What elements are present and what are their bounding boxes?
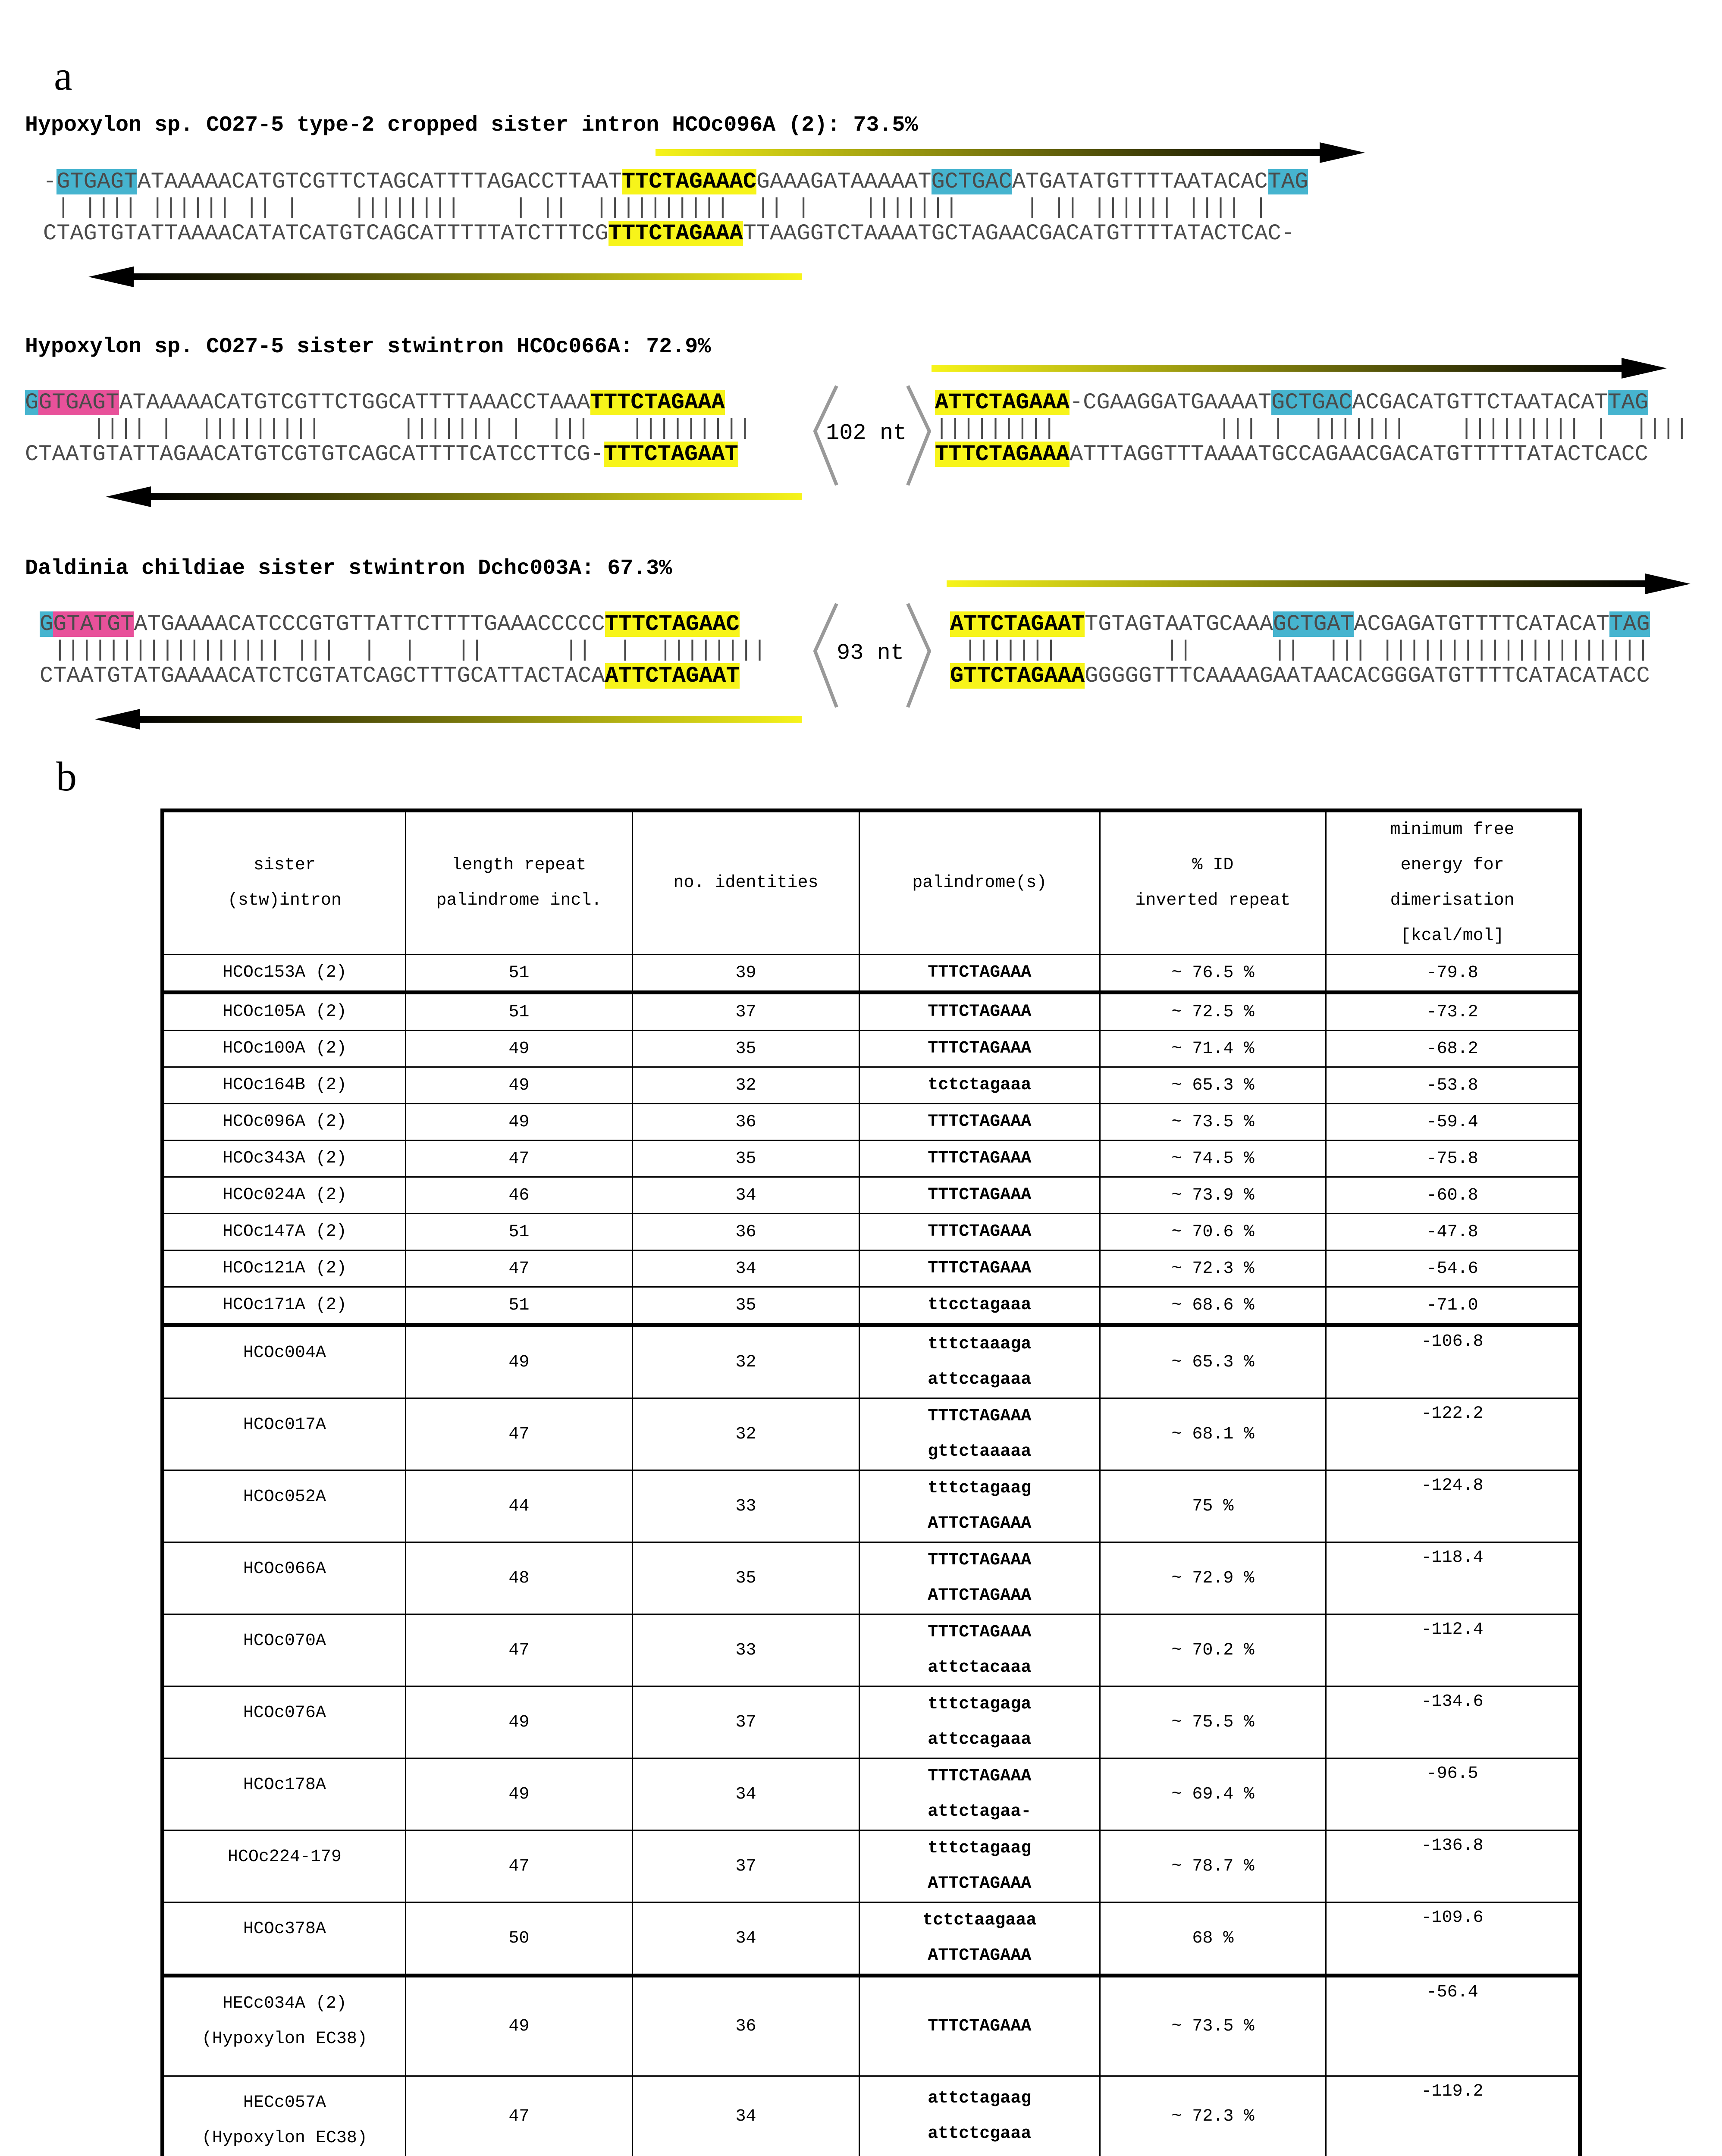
cell-intron [163, 1104, 406, 1141]
palindrome-seq: TTTCTAGAAA [928, 1149, 1032, 1168]
cell-length: 44 [405, 1470, 632, 1542]
cell-percent-id: ~ 68.6 % [1100, 1287, 1326, 1325]
cell-length: 47 [405, 1614, 632, 1686]
intron-name-line: HCOc178A [243, 1775, 326, 1795]
cell-length: 49 [405, 1325, 632, 1398]
cell-mfe: -109.6 [1326, 1902, 1580, 1976]
cell-percent-id: ~ 72.3 % [1100, 1250, 1326, 1287]
intron-name-line: HCOc017A [243, 1415, 326, 1435]
intron-name-line: HCOc076A [243, 1703, 326, 1723]
cell-mfe: -59.4 [1326, 1104, 1580, 1141]
intron-name-line: HECc057A [243, 2093, 326, 2112]
cell-palindromes [859, 1067, 1100, 1104]
cell-palindromes [859, 1542, 1100, 1614]
cell-length: 47 [405, 1830, 632, 1902]
cell-length: 51 [405, 955, 632, 993]
table-row [163, 1758, 1580, 1830]
cell-mfe: -96.5 [1326, 1758, 1580, 1830]
cell-mfe: -68.2 [1326, 1031, 1580, 1067]
cell-identities: 34 [632, 1250, 859, 1287]
palindrome-seq: tctctagaaa [928, 1075, 1032, 1095]
cell-percent-id: ~ 65.3 % [1100, 1325, 1326, 1398]
cell-identities: 37 [632, 1686, 859, 1758]
cell-length: 47 [405, 1250, 632, 1287]
table-row [163, 1177, 1580, 1214]
cell-palindromes [859, 955, 1100, 993]
cell-percent-id: ~ 71.4 % [1100, 1031, 1326, 1067]
cell-intron [163, 1287, 406, 1325]
cell-intron [163, 1141, 406, 1177]
cell-intron [163, 2076, 406, 2156]
cell-percent-id: ~ 78.7 % [1100, 1830, 1326, 1902]
intron-name-line: HCOc121A (2) [222, 1259, 347, 1278]
arrow-reverse-1 [134, 273, 802, 280]
alignment-bottom-left-3: CTAATGTATGAAAACATCTCGTATCAGCTTTGCATTACTACAATTCTAGAAT [40, 663, 740, 689]
header-palindromes: palindrome(s) [859, 811, 1100, 955]
cell-percent-id: ~ 74.5 % [1100, 1141, 1326, 1177]
cell-intron [163, 1031, 406, 1067]
intron-name-line: HECc034A (2) [222, 1994, 347, 2013]
table-header-row [163, 811, 1580, 955]
cell-intron [163, 955, 406, 993]
palindrome-seq: attctcgaaa [928, 2124, 1032, 2143]
alignment-match-right-2: ||||||||| ||| | ||||||| ||||||||| | |||| [935, 416, 1689, 441]
alignment-match-1: | |||| |||||| || | |||||||| | || |||||||||| || | ||||||| | || |||||| |||| | [43, 195, 1268, 220]
alignment-bottom-seq-1: CTAGTGTATTAAAACATATCATGTCAGCATTTTTATCTTTCGTTTCTAGAAATTAAGGTCTAAAATGCTAGAACGACATGTTTTATACTCAC- [43, 221, 1295, 246]
palindrome-seq: TTTCTAGAAA [928, 1039, 1032, 1058]
table-row [163, 1398, 1580, 1470]
cell-mfe: -54.6 [1326, 1250, 1580, 1287]
cell-mfe: -56.4 [1326, 1976, 1580, 2076]
cell-identities: 36 [632, 1214, 859, 1250]
palindrome-seq: ATTCTAGAAA [928, 1946, 1032, 1965]
palindrome-seq: TTTCTAGAAA [928, 1222, 1032, 1241]
cell-length: 47 [405, 2076, 632, 2156]
table-row [163, 1287, 1580, 1325]
cell-length: 49 [405, 1031, 632, 1067]
palindrome-seq: TTTCTAGAAA [928, 1002, 1032, 1022]
header-identities: no. identities [632, 811, 859, 955]
palindrome-seq: tttctaaaga [928, 1335, 1032, 1354]
cell-palindromes [859, 1214, 1100, 1250]
cell-identities: 37 [632, 1830, 859, 1902]
cell-mfe: -73.2 [1326, 993, 1580, 1031]
cell-intron [163, 1067, 406, 1104]
cell-intron [163, 1758, 406, 1830]
cell-percent-id: ~ 73.5 % [1100, 1976, 1326, 2076]
cell-percent-id: ~ 70.6 % [1100, 1214, 1326, 1250]
intron-name-line: (Hypoxylon EC38) [201, 2128, 367, 2148]
cell-length: 51 [405, 993, 632, 1031]
cell-identities: 36 [632, 1976, 859, 2076]
cell-percent-id: ~ 72.3 % [1100, 2076, 1326, 2156]
arrow-forward-1 [656, 149, 1320, 156]
table-row [163, 1214, 1580, 1250]
intron-name-line: HCOc070A [243, 1631, 326, 1651]
table-row [163, 1614, 1580, 1686]
panel-a-label: a [54, 53, 72, 99]
cell-palindromes [859, 1325, 1100, 1398]
cell-length: 49 [405, 1686, 632, 1758]
cell-identities: 39 [632, 955, 859, 993]
palindrome-seq: TTTCTAGAAA [928, 1551, 1032, 1570]
table-row [163, 1031, 1580, 1067]
cell-mfe: -122.2 [1326, 1398, 1580, 1470]
cell-identities: 33 [632, 1470, 859, 1542]
cell-intron [163, 1470, 406, 1542]
intron-name-line: HCOc153A (2) [222, 963, 347, 982]
table-row [163, 1104, 1580, 1141]
cell-palindromes [859, 2076, 1100, 2156]
cell-identities: 37 [632, 993, 859, 1031]
cell-palindromes [859, 1976, 1100, 2076]
arrow-reverse-2 [151, 493, 802, 500]
cell-length: 46 [405, 1177, 632, 1214]
cell-length: 51 [405, 1214, 632, 1250]
cell-intron [163, 1614, 406, 1686]
table-row [163, 1141, 1580, 1177]
intron-name-line: HCOc004A [243, 1343, 326, 1363]
palindrome-seq: attctagaag [928, 2089, 1032, 2108]
palindrome-seq: ATTCTAGAAA [928, 1874, 1032, 1893]
cell-identities: 33 [632, 1614, 859, 1686]
intron-name-line: HCOc171A (2) [222, 1295, 347, 1315]
gap-label-3: 93 nt [837, 640, 904, 666]
cell-identities: 35 [632, 1141, 859, 1177]
palindrome-seq: tctctaagaaa [922, 1911, 1037, 1930]
cell-identities: 36 [632, 1104, 859, 1141]
cell-palindromes [859, 1830, 1100, 1902]
cell-percent-id: ~ 69.4 % [1100, 1758, 1326, 1830]
alignment-title-1: Hypoxylon sp. CO27-5 type-2 cropped sister intron HCOc096A (2): 73.5% [25, 113, 918, 138]
gap-label-2: 102 nt [826, 420, 907, 446]
palindrome-seq: TTTCTAGAAA [928, 1623, 1032, 1642]
table-row [163, 1976, 1580, 2076]
cell-palindromes [859, 1758, 1100, 1830]
cell-percent-id: ~ 75.5 % [1100, 1686, 1326, 1758]
cell-mfe: -53.8 [1326, 1067, 1580, 1104]
intron-name-line: HCOc378A [243, 1919, 326, 1939]
table-row [163, 1067, 1580, 1104]
cell-identities: 34 [632, 1177, 859, 1214]
palindrome-seq: ATTCTAGAAA [928, 1586, 1032, 1605]
cell-palindromes [859, 1470, 1100, 1542]
palindrome-seq: tttctagaga [928, 1695, 1032, 1714]
palindrome-seq: TTTCTAGAAA [928, 1112, 1032, 1131]
palindrome-seq: TTTCTAGAAA [928, 1259, 1032, 1278]
cell-intron [163, 1214, 406, 1250]
alignment-match-left-2: |||| | ||||||||| ||||||| | ||| ||||||||| [25, 416, 752, 441]
intron-name-line: HCOc224-179 [227, 1847, 342, 1867]
cell-length: 49 [405, 1758, 632, 1830]
cell-mfe: -106.8 [1326, 1325, 1580, 1398]
cell-palindromes [859, 1250, 1100, 1287]
intron-name-line: HCOc164B (2) [222, 1075, 347, 1095]
arrow-forward-3 [947, 580, 1645, 587]
table-row [163, 1250, 1580, 1287]
header-length: length repeat palindrome incl. [405, 811, 632, 955]
cell-mfe: -119.2 [1326, 2076, 1580, 2156]
intron-name-line: (Hypoxylon EC38) [201, 2029, 367, 2049]
alignment-top-left-3: GGTATGTATGAAAACATCCCGTGTTATTCTTTTGAAACCCCCTTTCTAGAAC [40, 611, 740, 637]
cell-length: 47 [405, 1398, 632, 1470]
alignment-bottom-right-2: TTTCTAGAAAATTTAGGTTTAAAATGCCAGAACGACATGTTTTTATACTCACC [935, 442, 1648, 467]
palindrome-seq: gttctaaaaa [928, 1442, 1032, 1461]
cell-percent-id: ~ 65.3 % [1100, 1067, 1326, 1104]
cell-mfe: -112.4 [1326, 1614, 1580, 1686]
cell-identities: 32 [632, 1067, 859, 1104]
cell-percent-id: 68 % [1100, 1902, 1326, 1976]
header-sister: sister (stw)intron [163, 811, 406, 955]
table-row [163, 1470, 1580, 1542]
cell-palindromes [859, 1287, 1100, 1325]
cell-length: 51 [405, 1287, 632, 1325]
cell-percent-id: ~ 72.5 % [1100, 993, 1326, 1031]
cell-intron [163, 1902, 406, 1976]
cell-intron [163, 1250, 406, 1287]
gap-bracket-right-3 [908, 604, 929, 707]
cell-percent-id: ~ 70.2 % [1100, 1614, 1326, 1686]
alignment-title-2: Hypoxylon sp. CO27-5 sister stwintron HCOc066A: 72.9% [25, 335, 711, 359]
cell-intron [163, 1976, 406, 2076]
repeat-table [160, 808, 1582, 2156]
cell-mfe: -118.4 [1326, 1542, 1580, 1614]
arrow-reverse-3 [140, 716, 802, 723]
cell-mfe: -136.8 [1326, 1830, 1580, 1902]
cell-percent-id: ~ 76.5 % [1100, 955, 1326, 993]
cell-intron [163, 1830, 406, 1902]
palindrome-seq: ttcctagaaa [928, 1295, 1032, 1315]
alignment-bottom-right-3: GTTCTAGAAAGGGGGTTTCAAAAGAATAACACGGGATGTTTTCATACATACC [950, 663, 1650, 689]
cell-mfe: -124.8 [1326, 1470, 1580, 1542]
palindrome-seq: TTTCTAGAAA [928, 2016, 1032, 2036]
cell-mfe: -75.8 [1326, 1141, 1580, 1177]
gap-bracket-left-3 [815, 604, 837, 707]
alignment-match-left-3: ||||||||||||||||| ||| | | || || | |||||||| [40, 637, 767, 663]
cell-identities: 35 [632, 1031, 859, 1067]
gap-bracket-right-2 [908, 386, 929, 485]
intron-name-line: HCOc100A (2) [222, 1039, 347, 1058]
cell-intron [163, 1542, 406, 1614]
cell-identities: 32 [632, 1398, 859, 1470]
intron-name-line: HCOc066A [243, 1559, 326, 1579]
intron-name-line: HCOc147A (2) [222, 1222, 347, 1241]
intron-name-line: HCOc105A (2) [222, 1002, 347, 1022]
cell-length: 47 [405, 1141, 632, 1177]
palindrome-seq: TTTCTAGAAA [928, 963, 1032, 982]
cell-identities: 35 [632, 1542, 859, 1614]
header-mfe: minimum free energy for dimerisation [kcal/mol] [1326, 811, 1580, 955]
intron-name-line: HCOc052A [243, 1487, 326, 1507]
cell-intron [163, 1325, 406, 1398]
intron-name-line: HCOc096A (2) [222, 1112, 347, 1131]
intron-name-line: HCOc024A (2) [222, 1185, 347, 1205]
table-row [163, 1542, 1580, 1614]
table-row [163, 1686, 1580, 1758]
palindrome-seq: attccagaaa [928, 1730, 1032, 1749]
cell-intron [163, 1398, 406, 1470]
cell-identities: 34 [632, 2076, 859, 2156]
table-row [163, 1325, 1580, 1398]
alignment-bottom-left-2: CTAATGTATTAGAACATGTCGTGTCAGCATTTTCATCCTTCG-TTTCTAGAAT [25, 442, 738, 467]
table-row [163, 993, 1580, 1031]
cell-palindromes [859, 1031, 1100, 1067]
arrow-forward-2 [932, 365, 1622, 372]
cell-palindromes [859, 1398, 1100, 1470]
palindrome-seq: attctacaaa [928, 1658, 1032, 1677]
alignment-match-right-3: ||||||| || || ||| |||||||||||||||||||| [950, 637, 1650, 663]
cell-palindromes [859, 993, 1100, 1031]
alignment-top-left-2: GGTGAGTATAAAAACATGTCGTTCTGGCATTTTAAACCTAAATTTCTAGAAA [25, 390, 725, 415]
palindrome-seq: attccagaaa [928, 1370, 1032, 1389]
cell-length: 50 [405, 1902, 632, 1976]
cell-percent-id: ~ 73.9 % [1100, 1177, 1326, 1214]
cell-length: 48 [405, 1542, 632, 1614]
palindrome-seq: TTTCTAGAAA [928, 1185, 1032, 1205]
cell-intron [163, 993, 406, 1031]
palindrome-seq: ATTCTAGAAA [928, 1514, 1032, 1533]
cell-mfe: -71.0 [1326, 1287, 1580, 1325]
cell-identities: 32 [632, 1325, 859, 1398]
cell-length: 49 [405, 1976, 632, 2076]
intron-name-line: HCOc343A (2) [222, 1149, 347, 1168]
cell-palindromes [859, 1614, 1100, 1686]
palindrome-seq: TTTCTAGAAA [928, 1407, 1032, 1426]
cell-mfe: -79.8 [1326, 955, 1580, 993]
palindrome-seq: tttctagaag [928, 1479, 1032, 1498]
cell-palindromes [859, 1104, 1100, 1141]
cell-percent-id: ~ 68.1 % [1100, 1398, 1326, 1470]
cell-mfe: -47.8 [1326, 1214, 1580, 1250]
table-row [163, 2076, 1580, 2156]
cell-length: 49 [405, 1104, 632, 1141]
cell-mfe: -134.6 [1326, 1686, 1580, 1758]
cell-percent-id: ~ 72.9 % [1100, 1542, 1326, 1614]
alignment-top-right-3: ATTCTAGAATTGTAGTAATGCAAAGCTGATACGAGATGTTTTCATACATTAG [950, 611, 1650, 637]
cell-mfe: -60.8 [1326, 1177, 1580, 1214]
cell-palindromes [859, 1686, 1100, 1758]
table-row [163, 1902, 1580, 1976]
alignment-top-seq-1: -GTGAGTATAAAAACATGTCGTTCTAGCATTTTAGACCTTAATTTCTAGAAACGAAAGATAAAAATGCTGACATGATATGTTTTAATACACTAG [43, 169, 1308, 194]
palindrome-seq: TTTCTAGAAA [928, 1767, 1032, 1786]
cell-percent-id: ~ 73.5 % [1100, 1104, 1326, 1141]
cell-palindromes [859, 1902, 1100, 1976]
cell-palindromes [859, 1141, 1100, 1177]
table-row [163, 1830, 1580, 1902]
cell-intron [163, 1686, 406, 1758]
cell-percent-id: 75 % [1100, 1470, 1326, 1542]
table-row [163, 955, 1580, 993]
panel-b-label: b [56, 753, 77, 799]
cell-identities: 34 [632, 1902, 859, 1976]
palindrome-seq: attctagaa- [928, 1802, 1032, 1821]
header-percent-id: % ID inverted repeat [1100, 811, 1326, 955]
cell-length: 49 [405, 1067, 632, 1104]
cell-intron [163, 1177, 406, 1214]
cell-palindromes [859, 1177, 1100, 1214]
cell-identities: 35 [632, 1287, 859, 1325]
cell-identities: 34 [632, 1758, 859, 1830]
alignment-title-3: Daldinia childiae sister stwintron Dchc003A: 67.3% [25, 556, 672, 581]
palindrome-seq: tttctagaag [928, 1839, 1032, 1858]
alignment-top-right-2: ATTCTAGAAA-CGAAGGATGAAAATGCTGACACGACATGTTCTAATACATTAG [935, 390, 1648, 415]
